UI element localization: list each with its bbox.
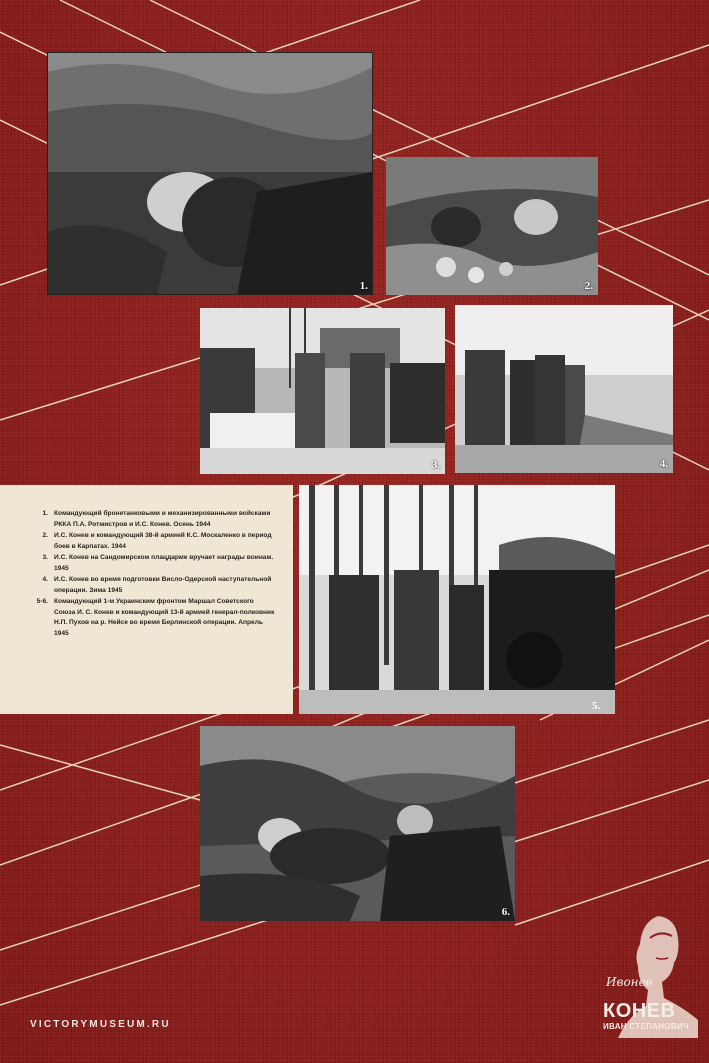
photo-4 (455, 305, 673, 473)
caption-item (22, 597, 275, 639)
caption-item (22, 531, 275, 552)
photo-number: 6. (501, 906, 510, 918)
brand-name: КОНЕВ (603, 1000, 676, 1022)
caption-item (22, 575, 275, 596)
photo-2 (386, 157, 598, 295)
caption-text: Командующий бронетанковыми и механизированными войсками РККА П.А. Ротмистров и И.С. Конев. Осень 1944 (54, 510, 271, 528)
photo-5 (299, 485, 615, 714)
caption-text: И.С. Конев на Сандомирском плацдарме вручает награды воинам. 1945 (54, 554, 274, 572)
caption-number: 1. (42, 510, 48, 517)
caption-text: И.С. Конев и командующий 38-й армией К.С. Москаленко в период боев в Карпатах. 1944 (54, 532, 272, 550)
caption-text: И.С. Конев во время подготовки Висло-Одерской наступательной операции. Зима 1945 (54, 576, 272, 594)
caption-text: Командующий 1-м Украинским фронтом Маршал Советского Союза И. С. Конев и командующий 13-й армией генерал-полковник Н.П. Пухов на р. Нейсе во время Берлинской операции. Апрель 1945 (54, 598, 275, 637)
photo-5-number: 5. (592, 700, 601, 712)
photo-3 (200, 308, 445, 474)
photo-6-image (200, 726, 515, 921)
caption-item (22, 553, 275, 574)
caption-number: 5-6. (36, 598, 48, 605)
brand-signature: Ивонев (606, 975, 653, 989)
caption-number: 2. (42, 532, 48, 539)
photo-number: 1. (359, 280, 368, 292)
site-url[interactable]: VICTORYMUSEUM.RU (30, 1019, 171, 1030)
caption-list (0, 485, 293, 639)
caption-number: 4. (42, 576, 48, 583)
brand-subtitle: ИВАН СТЕПАНОВИЧ (603, 1022, 689, 1031)
photo-1 (47, 52, 373, 295)
caption-panel (0, 485, 293, 714)
caption-item (22, 509, 275, 530)
photo-3-image (200, 308, 445, 474)
photo-1-image (47, 52, 373, 295)
photo-number: 3. (431, 459, 440, 471)
photo-number: 4. (659, 458, 668, 470)
photo-2-image (386, 157, 598, 295)
photo-number: 2. (584, 280, 593, 292)
photo-6 (200, 726, 515, 921)
photo-4-image (455, 305, 673, 473)
caption-number: 3. (42, 554, 48, 561)
photo-5-image (299, 485, 615, 714)
